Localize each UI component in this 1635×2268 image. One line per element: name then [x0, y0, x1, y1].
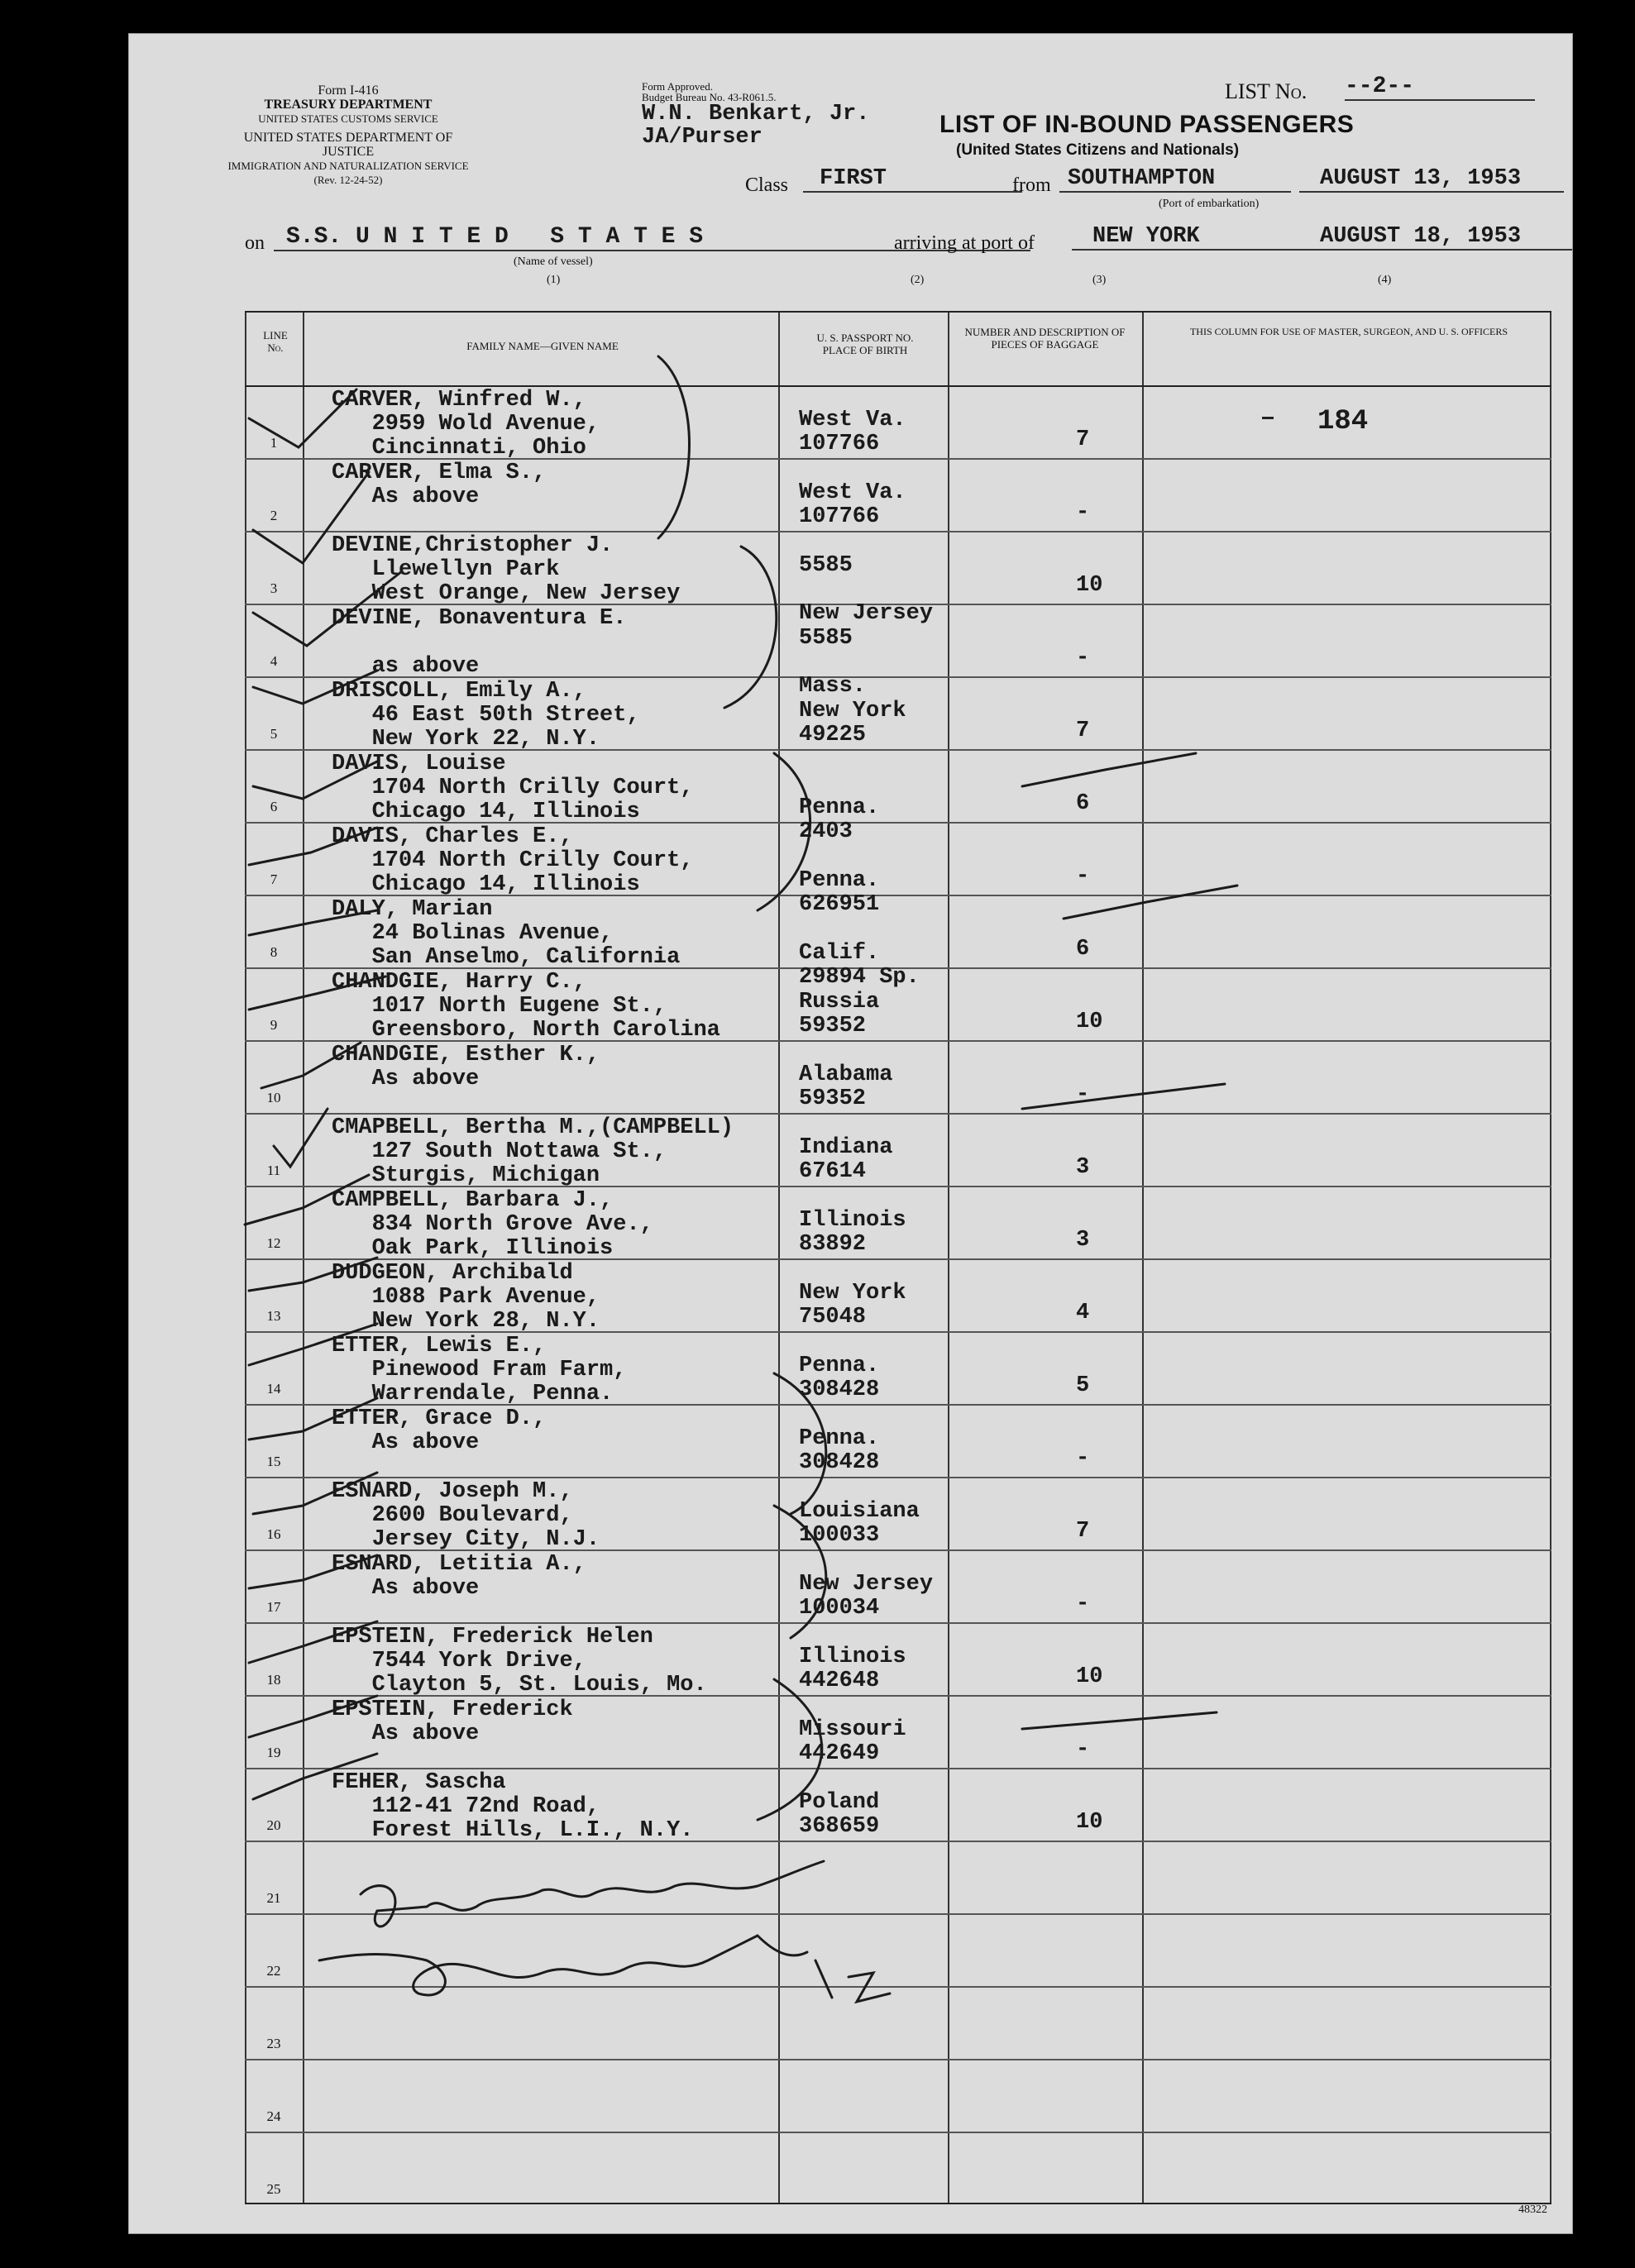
justice-label: UNITED STATES DEPARTMENT OF JUSTICE — [243, 131, 453, 159]
line-number: 20 — [266, 1817, 281, 1833]
form-number-footer: 48322 — [1518, 2204, 1547, 2216]
passport-birthplace: 5585 New Jersey — [799, 553, 934, 626]
col-header-name: FAMILY NAME—GIVEN NAME — [466, 340, 619, 352]
passport-birthplace: West Va. 107766 — [799, 408, 906, 456]
baggage-count: 10 — [1076, 573, 1103, 598]
passenger-name: CARVER, Elma S., As above — [332, 461, 547, 509]
baggage-count: 5 — [1076, 1373, 1090, 1398]
passport-birthplace: Russia 59352 — [799, 990, 880, 1039]
line-number: 1 — [270, 435, 278, 451]
line-number: 5 — [270, 726, 278, 742]
passport-birthplace: Calif. 29894 Sp. — [799, 941, 920, 990]
list-no-value: --2-- — [1345, 74, 1535, 101]
line-number: 25 — [266, 2181, 281, 2197]
baggage-count: 3 — [1076, 1155, 1090, 1180]
passport-birthplace: West Va. 107766 — [799, 480, 906, 529]
passenger-name: ESNARD, Joseph M., 2600 Boulevard, Jersey City, N.J. — [332, 1479, 600, 1552]
line-number: 17 — [266, 1599, 281, 1615]
baggage-count: 4 — [1076, 1301, 1090, 1325]
line-number: 4 — [270, 653, 278, 669]
passenger-name: DRISCOLL, Emily A., 46 East 50th Street, New York 22, N.Y. — [332, 679, 640, 752]
passport-birthplace: Poland 368659 — [799, 1790, 880, 1839]
embark-note: (Port of embarkation) — [1159, 198, 1260, 210]
passenger-name: EPSTEIN, Frederick Helen 7544 York Drive, Clayton 5, St. Louis, Mo. — [332, 1625, 707, 1697]
passenger-name: ETTER, Grace D., As above — [332, 1406, 547, 1455]
passport-birthplace: Penna. 308428 — [799, 1426, 880, 1475]
baggage-count: - — [1076, 1592, 1090, 1616]
baggage-count: 3 — [1076, 1228, 1090, 1253]
passenger-name: ETTER, Lewis E., Pinewood Fram Farm, Warrendale, Penna. — [332, 1334, 627, 1406]
page-subtitle: (United States Citizens and Nationals) — [956, 141, 1240, 159]
officer-note: 184 — [1317, 406, 1369, 437]
passport-birthplace: New Jersey 100034 — [799, 1572, 934, 1621]
col-header-baggage: NUMBER AND DESCRIPTION OF PIECES OF BAGGAGE — [964, 326, 1126, 351]
approval-line: Form Approved. — [642, 80, 713, 93]
vessel-name: S.S. U N I T E D S T A T E S — [274, 224, 1030, 251]
customs-label: UNITED STATES CUSTOMS SERVICE — [258, 112, 438, 125]
on-label: on — [245, 232, 265, 254]
passenger-name: ESNARD, Letitia A., As above — [332, 1552, 586, 1601]
passenger-name: DEVINE,Christopher J. Llewellyn Park West Orange, New Jersey — [332, 533, 681, 606]
line-number: 6 — [270, 799, 278, 814]
revision-label: (Rev. 12-24-52) — [313, 174, 383, 186]
col-number-3: (3) — [1092, 274, 1107, 286]
baggage-count: 6 — [1076, 791, 1090, 816]
budget-line: Budget Bureau No. 43-R061.5. — [642, 91, 777, 103]
line-number: 7 — [270, 871, 278, 887]
baggage-count: 7 — [1076, 719, 1090, 743]
col-header-officers: THIS COLUMN FOR USE OF MASTER, SURGEON, AND U. S. OFFICERS — [1189, 326, 1508, 337]
line-number: 16 — [266, 1526, 281, 1542]
class-value: FIRST — [803, 166, 1022, 193]
baggage-count: 7 — [1076, 427, 1090, 452]
treasury-label: TREASURY DEPARTMENT — [264, 98, 433, 112]
passenger-name: CAMPBELL, Barbara J., 834 North Grove Ave., Oak Park, Illinois — [332, 1188, 653, 1261]
list-no-label: LIST No. — [1225, 79, 1308, 103]
baggage-count: - — [1076, 1737, 1090, 1762]
col-header-line: LINE No. — [263, 329, 288, 354]
passport-birthplace: Penna. 308428 — [799, 1354, 880, 1402]
passport-birthplace: Penna. 626951 — [799, 868, 880, 917]
baggage-count: 10 — [1076, 1664, 1103, 1689]
line-number: 11 — [266, 1163, 281, 1178]
arrival-date: AUGUST 18, 1953 — [1283, 224, 1573, 251]
passport-birthplace: Alabama 59352 — [799, 1062, 893, 1111]
passenger-name: CMAPBELL, Bertha M.,(CAMPBELL) 127 South Nottawa St., Sturgis, Michigan — [332, 1115, 734, 1188]
line-number: 15 — [266, 1454, 281, 1469]
baggage-count: - — [1076, 1082, 1090, 1107]
line-number: 24 — [266, 2108, 281, 2124]
baggage-count: 7 — [1076, 1519, 1090, 1544]
line-number: 2 — [270, 508, 278, 523]
purser-title: JA/Purser — [642, 125, 763, 150]
passenger-name: DAVIS, Louise 1704 North Crilly Court, Chicago 14, Illinois — [332, 752, 694, 824]
embark-date: AUGUST 13, 1953 — [1299, 166, 1564, 193]
line-number: 12 — [266, 1235, 281, 1251]
passport-birthplace: Illinois 83892 — [799, 1208, 906, 1257]
from-value: SOUTHAMPTON — [1059, 166, 1291, 193]
line-number: 23 — [266, 2036, 281, 2051]
form-number-label: Form I-416 — [318, 84, 379, 98]
passenger-name: CARVER, Winfred W., 2959 Wold Avenue, Cincinnati, Ohio — [332, 388, 600, 461]
vessel-note: (Name of vessel) — [514, 255, 593, 268]
col-header-passport: U. S. PASSPORT NO. PLACE OF BIRTH — [816, 332, 914, 356]
passenger-name: CHANDGIE, Esther K., As above — [332, 1043, 600, 1091]
page-title: LIST OF IN-BOUND PASSENGERS — [939, 111, 1355, 138]
col-number-4: (4) — [1378, 274, 1392, 286]
baggage-count: - — [1076, 500, 1090, 525]
passenger-name: CHANDGIE, Harry C., 1017 North Eugene St., Greensboro, North Carolina — [332, 970, 720, 1043]
line-number: 14 — [266, 1381, 281, 1397]
baggage-count: - — [1076, 1446, 1090, 1471]
line-number: 21 — [266, 1890, 281, 1906]
from-label: from — [1012, 174, 1051, 196]
class-label: Class — [745, 174, 789, 196]
col-number-2: (2) — [911, 274, 925, 286]
arriving-label: arriving at port of — [894, 232, 1035, 254]
passport-birthplace: Louisiana 100033 — [799, 1499, 920, 1548]
line-number: 19 — [266, 1745, 281, 1760]
passenger-name: EPSTEIN, Frederick As above — [332, 1697, 573, 1746]
baggage-count: 10 — [1076, 1810, 1103, 1835]
passport-birthplace: New York 49225 — [799, 699, 906, 747]
baggage-count: 6 — [1076, 937, 1090, 962]
line-number: 10 — [266, 1090, 281, 1105]
passenger-name: FEHER, Sascha 112-41 72nd Road, Forest Hills, L.I., N.Y. — [332, 1770, 694, 1843]
line-number: 8 — [270, 944, 278, 960]
manifest-sheet — [128, 33, 1573, 2234]
line-number: 9 — [270, 1017, 278, 1033]
passport-birthplace: New York 75048 — [799, 1281, 906, 1330]
passport-birthplace: Illinois 442648 — [799, 1645, 906, 1693]
passport-birthplace: Missouri 442649 — [799, 1717, 906, 1766]
baggage-count: 10 — [1076, 1010, 1103, 1034]
line-number: 3 — [270, 580, 278, 596]
line-number: 13 — [266, 1308, 281, 1324]
arrival-port: NEW YORK — [1072, 224, 1295, 251]
passenger-name: DAVIS, Charles E., 1704 North Crilly Court, Chicago 14, Illinois — [332, 824, 694, 897]
passenger-name: DALY, Marian 24 Bolinas Avenue, San Anselmo, California — [332, 897, 681, 970]
passport-birthplace: Indiana 67614 — [799, 1135, 893, 1184]
pen-marks — [129, 34, 1572, 2233]
passport-birthplace: Penna. 2403 — [799, 795, 880, 844]
checkmark — [249, 389, 356, 447]
baggage-count: - — [1076, 864, 1090, 889]
passenger-name: DUDGEON, Archibald 1088 Park Avenue, New York 28, N.Y. — [332, 1261, 600, 1334]
line-number: 22 — [266, 1963, 281, 1979]
passenger-name: DEVINE, Bonaventura E. as above — [332, 606, 627, 679]
baggage-count: - — [1076, 646, 1090, 671]
col-number-1: (1) — [547, 274, 561, 286]
ins-label: IMMIGRATION AND NATURALIZATION SERVICE — [227, 160, 469, 172]
purser-name: W.N. Benkart, Jr. — [642, 102, 870, 127]
line-number: 18 — [266, 1672, 281, 1688]
passport-birthplace: 5585 Mass. — [799, 626, 867, 699]
